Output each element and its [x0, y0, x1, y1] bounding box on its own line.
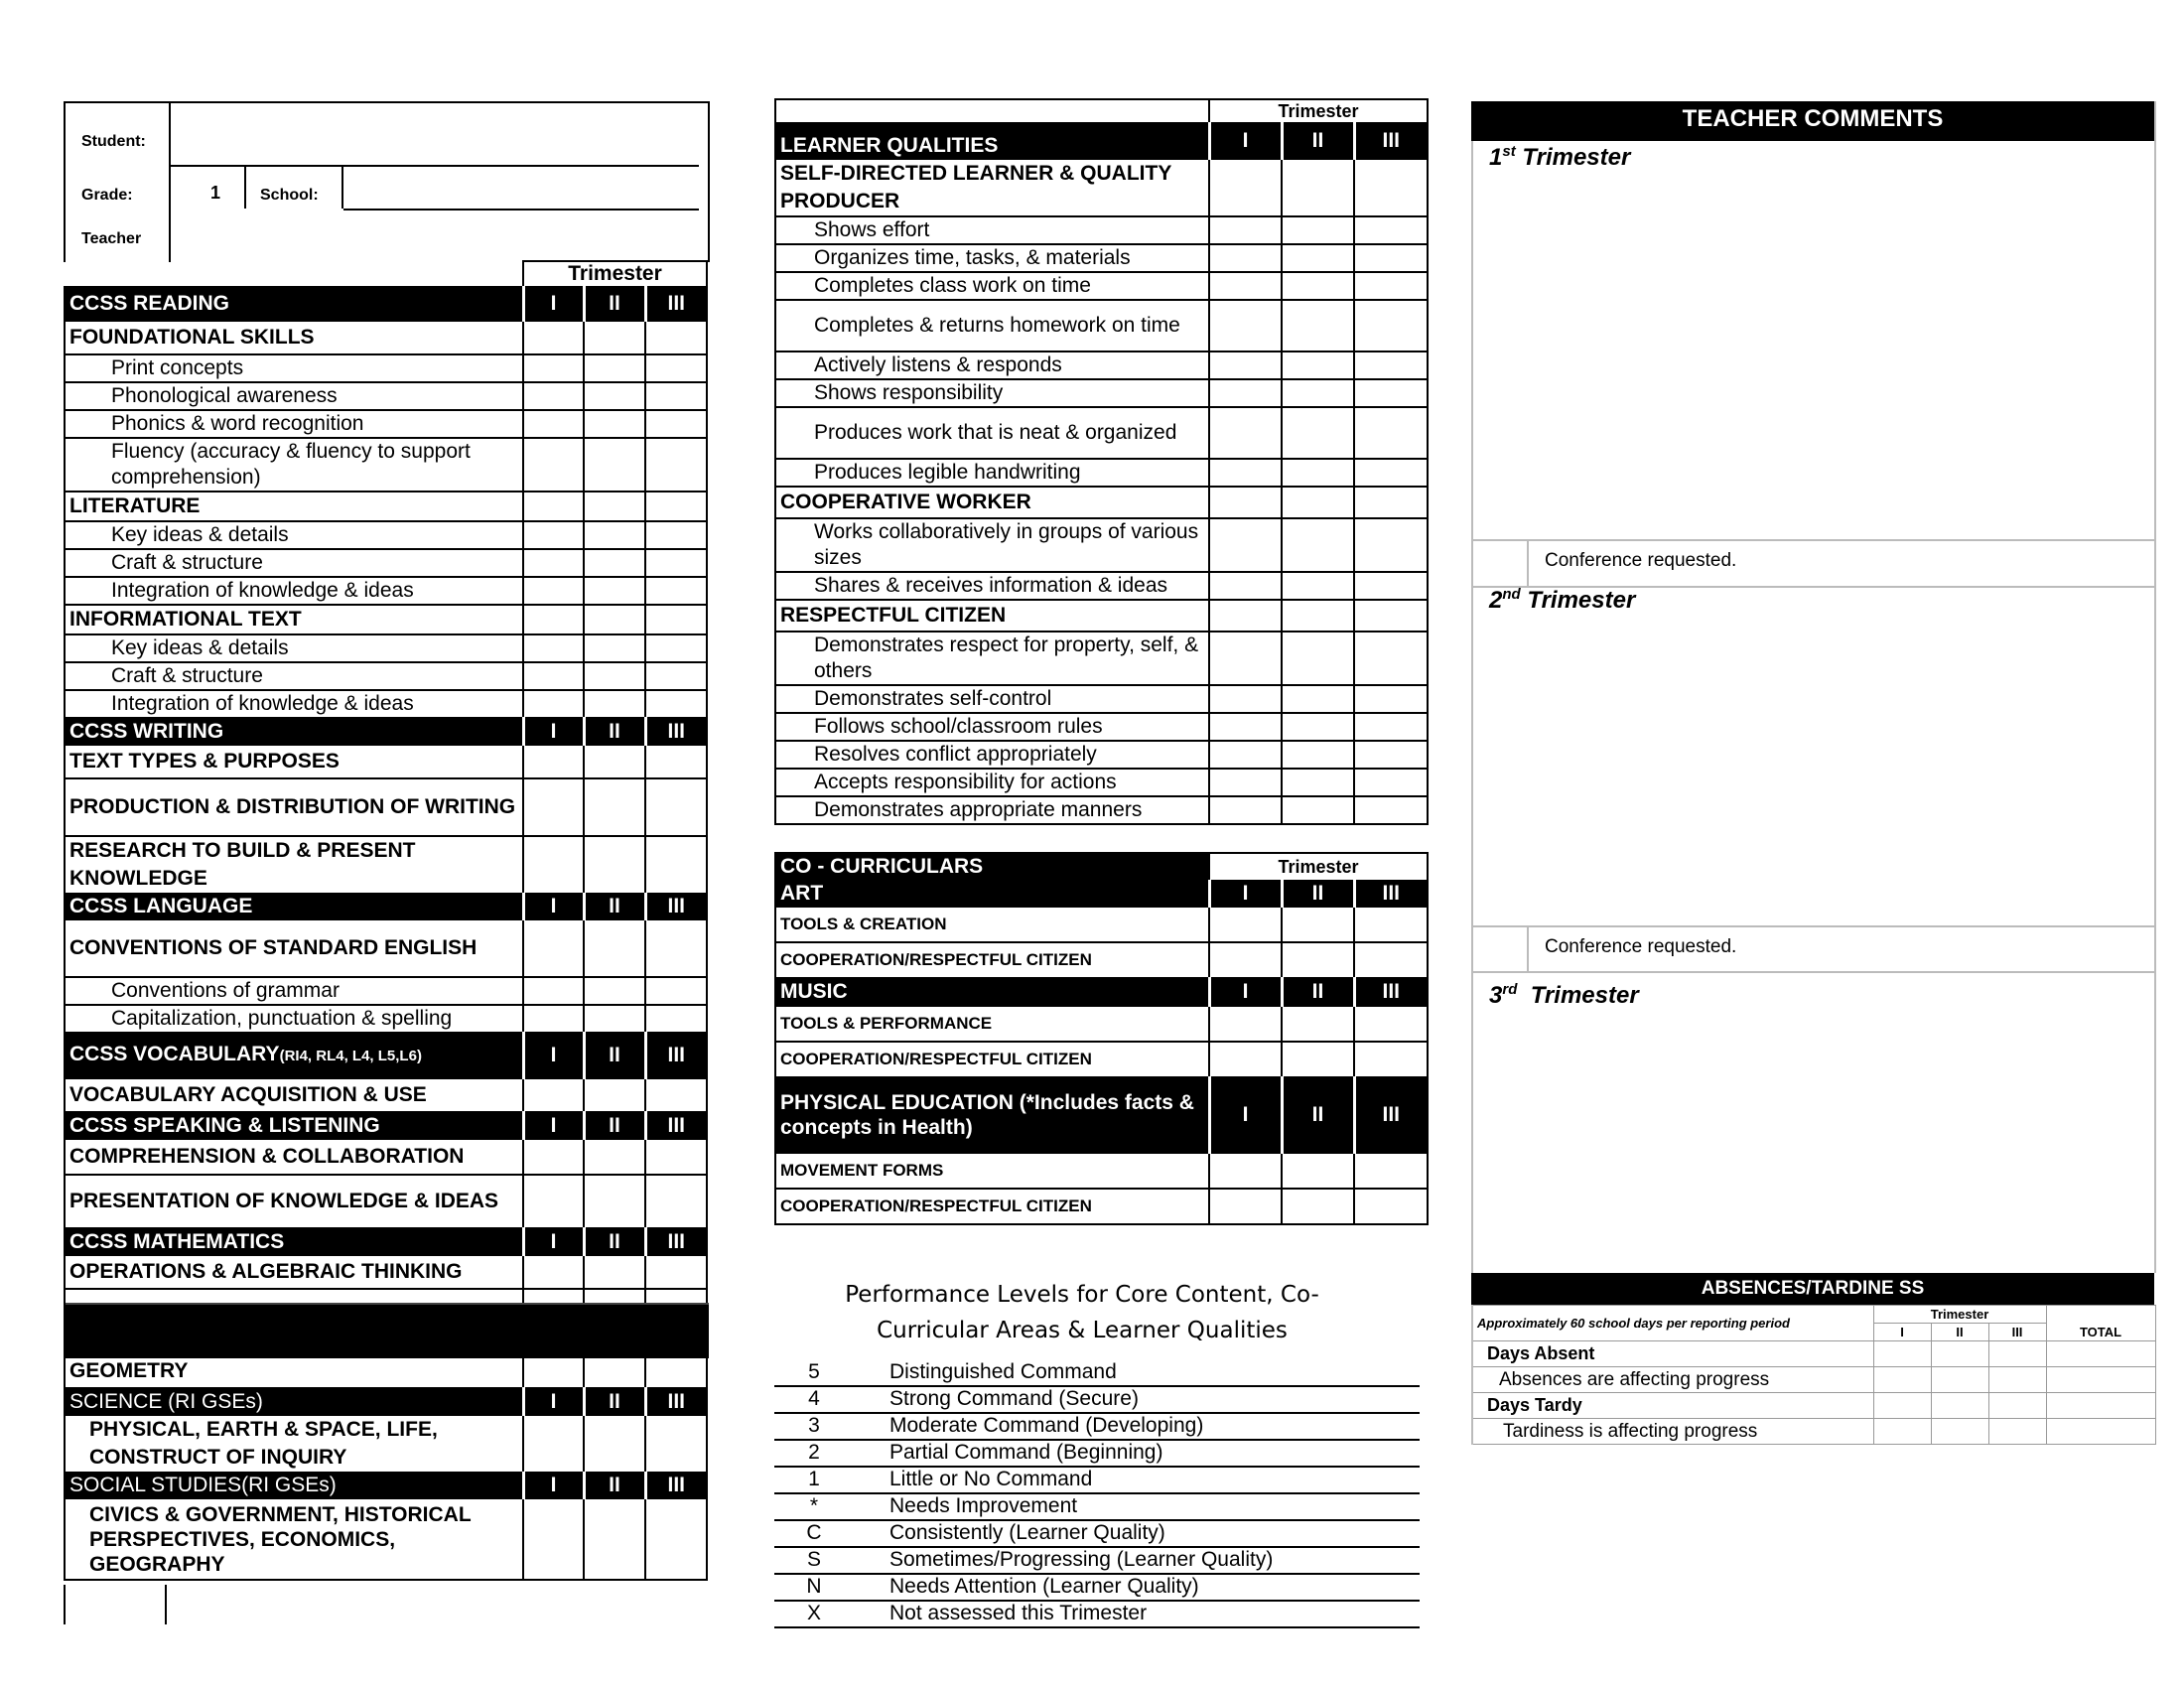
student-field[interactable] [171, 165, 699, 167]
co-curricular-row: MOVEMENT FORMS [775, 1153, 1209, 1189]
standard-row: VOCABULARY ACQUISITION & USE [65, 1078, 523, 1112]
quality-row: Accepts responsibility for actions [775, 769, 1209, 796]
legend-row [774, 1546, 1420, 1575]
legend-code: 5 [808, 1360, 820, 1383]
learner-qualities-title: LEARNER QUALITIES [775, 123, 1209, 159]
conference-label-2: Conference requested. [1545, 936, 1737, 957]
pe-title: PHYSICAL EDUCATION (*Includes facts & concepts in Health) [775, 1077, 1209, 1153]
legend-row [774, 1385, 1420, 1414]
quality-row: Follows school/classroom rules [775, 713, 1209, 741]
co-curriculars-table: CO - CURRICULARS Trimester ART I II III TOOLS & CREATION COOPERATION/RESPECTFUL CITIZEN MUSIC I II III TOOLS & PERFORMANCE COOPERATION/RESPECTFUL CITIZEN PHYSICAL EDUCATION (*Includes facts & concepts in Health) I II III MOVEMENT FORMS COOPERATION/RESPECTFUL CITIZEN [774, 852, 1429, 1225]
teacher-label: Teacher [81, 230, 142, 247]
quality-row: Shows effort [775, 216, 1209, 244]
quality-row: Demonstrates appropriate manners [775, 796, 1209, 824]
absences-title: ABSENCES/TARDINE SS [1471, 1273, 2154, 1305]
legend-row [774, 1412, 1420, 1441]
standard-row: Conventions of grammar [65, 977, 523, 1005]
standard-row: PRESENTATION OF KNOWLEDGE & IDEAS [65, 1175, 523, 1228]
quality-row: Produces work that is neat & organized [775, 407, 1209, 459]
quality-row: Completes & returns homework on time [775, 300, 1209, 352]
legend-description: Consistently (Learner Quality) [889, 1521, 1165, 1544]
art-title: ART [775, 881, 1209, 907]
legend-code: X [806, 1602, 821, 1624]
legend-code: * [809, 1494, 819, 1517]
legend-row [774, 1600, 1420, 1628]
standard-row: Print concepts [65, 354, 523, 382]
comment-area-1[interactable] [1473, 181, 2152, 538]
co-curricular-row: COOPERATION/RESPECTFUL CITIZEN [775, 942, 1209, 978]
legend-description: Needs Attention (Learner Quality) [889, 1575, 1199, 1598]
core-subjects-table: Trimester CCSS READING I II III FOUNDATIONAL SKILLS Print concepts Phonological awareness Phonics & word recognition Fluency (accuracy & fluency to support comprehension) LITERATURE Key ideas & details Craft & structure Integration of knowledge & ideas INFORMATIONAL TEXT Key ideas & details Craft & structure Integration of knowledge & ideas CCSS WRITING I II III TEXT TYPES & PURPOSES PRODUCTION & DISTRIBUTION OF WRITING RESEARCH TO BUILD & PRESENT KNOWLEDGE CCSS LANGUAGE I II III CONVENTIONS OF STANDARD ENGLISH Conventions of grammar Capitalization, punctuation & spelling CCSS VOCABULARY(RI4, RL4, L4, L5,L6) I II III VOCABULARY ACQUISITION & USE CCSS SPEAKING & LISTENING I II III COMPREHENSION & COLLABORATION PRESENTATION OF KNOWLEDGE & IDEAS CCSS MATHEMATICS I II III OPERATIONS & ALGEBRAIC THINKING GEOMETRY SCIENCE (RI GSEs) I II III PHYSICAL, EARTH & SPACE, LIFE, CONSTRUCT OF INQUIRY SOCIAL STUDIES(RI GSEs) I II III CIVICS & GOVERNMENT, HISTORICAL PERSPECTIVES, ECONOMICS, GEOGRAPHY [64, 260, 708, 1581]
standard-row: Key ideas & details [65, 521, 523, 549]
standard-row: Integration of knowledge & ideas [65, 577, 523, 605]
legend-row [774, 1466, 1420, 1494]
standard-row: Phonological awareness [65, 382, 523, 410]
legend-row [774, 1519, 1420, 1548]
informational-heading: INFORMATIONAL TEXT [65, 605, 523, 634]
reading-title: CCSS READING [65, 287, 523, 321]
comment-area-2[interactable] [1473, 624, 2152, 921]
standard-row: Integration of knowledge & ideas [65, 690, 523, 718]
redaction-bar [66, 1303, 709, 1358]
standard-row: RESEARCH TO BUILD & PRESENT KNOWLEDGE [65, 836, 523, 894]
quality-row: Shows responsibility [775, 379, 1209, 407]
quality-row: Demonstrates self-control [775, 685, 1209, 713]
legend-row [774, 1573, 1420, 1602]
standard-row: Capitalization, punctuation & spelling [65, 1005, 523, 1033]
comments-panel [1471, 101, 2156, 1273]
standard-row: PRODUCTION & DISTRIBUTION OF WRITING [65, 778, 523, 836]
absent-note: Absences are affecting progress [1472, 1367, 1873, 1393]
standard-row: PHYSICAL, EARTH & SPACE, LIFE, CONSTRUCT OF INQUIRY [65, 1415, 523, 1473]
standard-row: Key ideas & details [65, 634, 523, 662]
writing-title: CCSS WRITING [65, 718, 523, 745]
trimester-1-heading: 1st Trimester [1489, 143, 1631, 171]
trimester-3-heading: 3rd Trimester [1489, 981, 1639, 1009]
legend-description: Little or No Command [889, 1468, 1093, 1490]
legend-description: Needs Improvement [889, 1494, 1078, 1517]
conference-checkbox-2[interactable] [1473, 927, 1527, 971]
speaking-title: CCSS SPEAKING & LISTENING [65, 1112, 523, 1139]
self-directed-heading: SELF-DIRECTED LEARNER & QUALITY PRODUCER [775, 159, 1209, 216]
legend-row [774, 1439, 1420, 1468]
school-field[interactable] [343, 209, 699, 211]
trimester-label: Trimester [523, 261, 707, 287]
legend-description: Partial Command (Beginning) [889, 1441, 1163, 1464]
trimester-label: Trimester [1209, 99, 1428, 123]
vocabulary-title: CCSS VOCABULARY(RI4, RL4, L4, L5,L6) [65, 1033, 523, 1078]
grade-cell[interactable] [523, 354, 584, 382]
quality-row: Works collaboratively in groups of various sizes [775, 518, 1209, 572]
trimester-2-heading: 2nd Trimester [1489, 586, 1636, 614]
standard-row: Craft & structure [65, 549, 523, 577]
standard-row: CIVICS & GOVERNMENT, HISTORICAL PERSPECTIVES, ECONOMICS, GEOGRAPHY [65, 1498, 523, 1580]
legend-row [774, 1358, 1420, 1387]
standard-row: GEOMETRY [65, 1289, 523, 1388]
co-curriculars-title: CO - CURRICULARS [775, 853, 1209, 881]
standard-row: CONVENTIONS OF STANDARD ENGLISH [65, 919, 523, 977]
math-title: CCSS MATHEMATICS [65, 1228, 523, 1255]
legend-description: Sometimes/Progressing (Learner Quality) [889, 1548, 1274, 1571]
comment-area-3[interactable] [1473, 1019, 2152, 1267]
respectful-heading: RESPECTFUL CITIZEN [775, 600, 1209, 632]
legend-code: S [806, 1548, 821, 1571]
co-curricular-row: TOOLS & CREATION [775, 907, 1209, 942]
legend-row [774, 1492, 1420, 1521]
days-tardy-label: Days Tardy [1472, 1393, 1873, 1419]
tardy-note: Tardiness is affecting progress [1472, 1419, 1873, 1445]
standard-row: Phonics & word recognition [65, 410, 523, 438]
standard-row: COMPREHENSION & COLLABORATION [65, 1139, 523, 1175]
standard-row: OPERATIONS & ALGEBRAIC THINKING [65, 1255, 523, 1289]
standard-row: Fluency (accuracy & fluency to support comprehension) [65, 438, 523, 492]
absences-note: Approximately 60 school days per reporting period [1472, 1306, 1873, 1341]
literature-heading: LITERATURE [65, 492, 523, 521]
science-title: SCIENCE (RI GSEs) [65, 1388, 523, 1415]
music-title: MUSIC [775, 978, 1209, 1006]
grade-value: 1 [210, 183, 221, 203]
legend-code: 2 [808, 1441, 820, 1464]
language-title: CCSS LANGUAGE [65, 894, 523, 919]
quality-row: Produces legible handwriting [775, 459, 1209, 487]
standard-row: Craft & structure [65, 662, 523, 690]
co-curricular-row: TOOLS & PERFORMANCE [775, 1006, 1209, 1042]
absences-trimester-label: Trimester [1873, 1306, 2046, 1324]
legend-description: Not assessed this Trimester [889, 1602, 1148, 1624]
legend-title: Performance Levels for Core Content, Co-Curricular Areas & Learner Qualities [845, 1282, 1319, 1343]
student-label: Student: [81, 133, 146, 150]
cooperative-heading: COOPERATIVE WORKER [775, 487, 1209, 518]
quality-row: Actively listens & responds [775, 352, 1209, 379]
quality-row: Demonstrates respect for property, self, & others [775, 632, 1209, 685]
quality-row: Resolves conflict appropriately [775, 741, 1209, 769]
legend-code: 4 [808, 1387, 820, 1410]
legend-code: 1 [808, 1468, 820, 1490]
standard-row: TEXT TYPES & PURPOSES [65, 745, 523, 778]
legend-description: Distinguished Command [889, 1360, 1117, 1383]
legend-code: 3 [808, 1414, 820, 1437]
absences-table: Approximately 60 school days per reporting period Trimester I II III TOTAL Days Absent Absences are affecting progress Days Tardy Tardiness is affecting progress [1471, 1305, 2156, 1445]
foundational-heading: FOUNDATIONAL SKILLS [65, 321, 523, 354]
conference-checkbox-1[interactable] [1473, 541, 1527, 585]
quality-row: Shares & receives information & ideas [775, 572, 1209, 600]
co-curricular-row: COOPERATION/RESPECTFUL CITIZEN [775, 1042, 1209, 1077]
co-curricular-row: COOPERATION/RESPECTFUL CITIZEN [775, 1189, 1209, 1224]
teacher-comments-title: TEACHER COMMENTS [1471, 101, 2154, 141]
grade-label: Grade: [81, 187, 133, 204]
quality-row: Organizes time, tasks, & materials [775, 244, 1209, 272]
total-label: TOTAL [2046, 1324, 2155, 1341]
legend-code: C [806, 1521, 822, 1544]
social-studies-title: SOCIAL STUDIES(RI GSEs) [65, 1473, 523, 1498]
legend-description: Moderate Command (Developing) [889, 1414, 1204, 1437]
days-absent-label: Days Absent [1472, 1341, 1873, 1367]
legend-description: Strong Command (Secure) [889, 1387, 1139, 1410]
school-label: School: [260, 187, 319, 204]
legend-code: N [806, 1575, 822, 1598]
conference-label-1: Conference requested. [1545, 550, 1737, 571]
quality-row: Completes class work on time [775, 272, 1209, 300]
learner-qualities-table: Trimester LEARNER QUALITIES I II III SELF-DIRECTED LEARNER & QUALITY PRODUCER Shows effort Organizes time, tasks, & materials Completes class work on time Completes & returns homework on time Actively listens & responds Shows responsibility Produces work that is neat & organized Produces legible handwriting COOPERATIVE WORKER Works collaboratively in groups of various sizes Shares & receives information & ideas RESPECTFUL CITIZEN Demonstrates respect for property, self, & others Demonstrates self-control Follows school/classroom rules Resolves conflict appropriately Accepts responsibility for actions Demonstrates appropriate manners [774, 98, 1429, 825]
student-info-box [64, 101, 710, 262]
